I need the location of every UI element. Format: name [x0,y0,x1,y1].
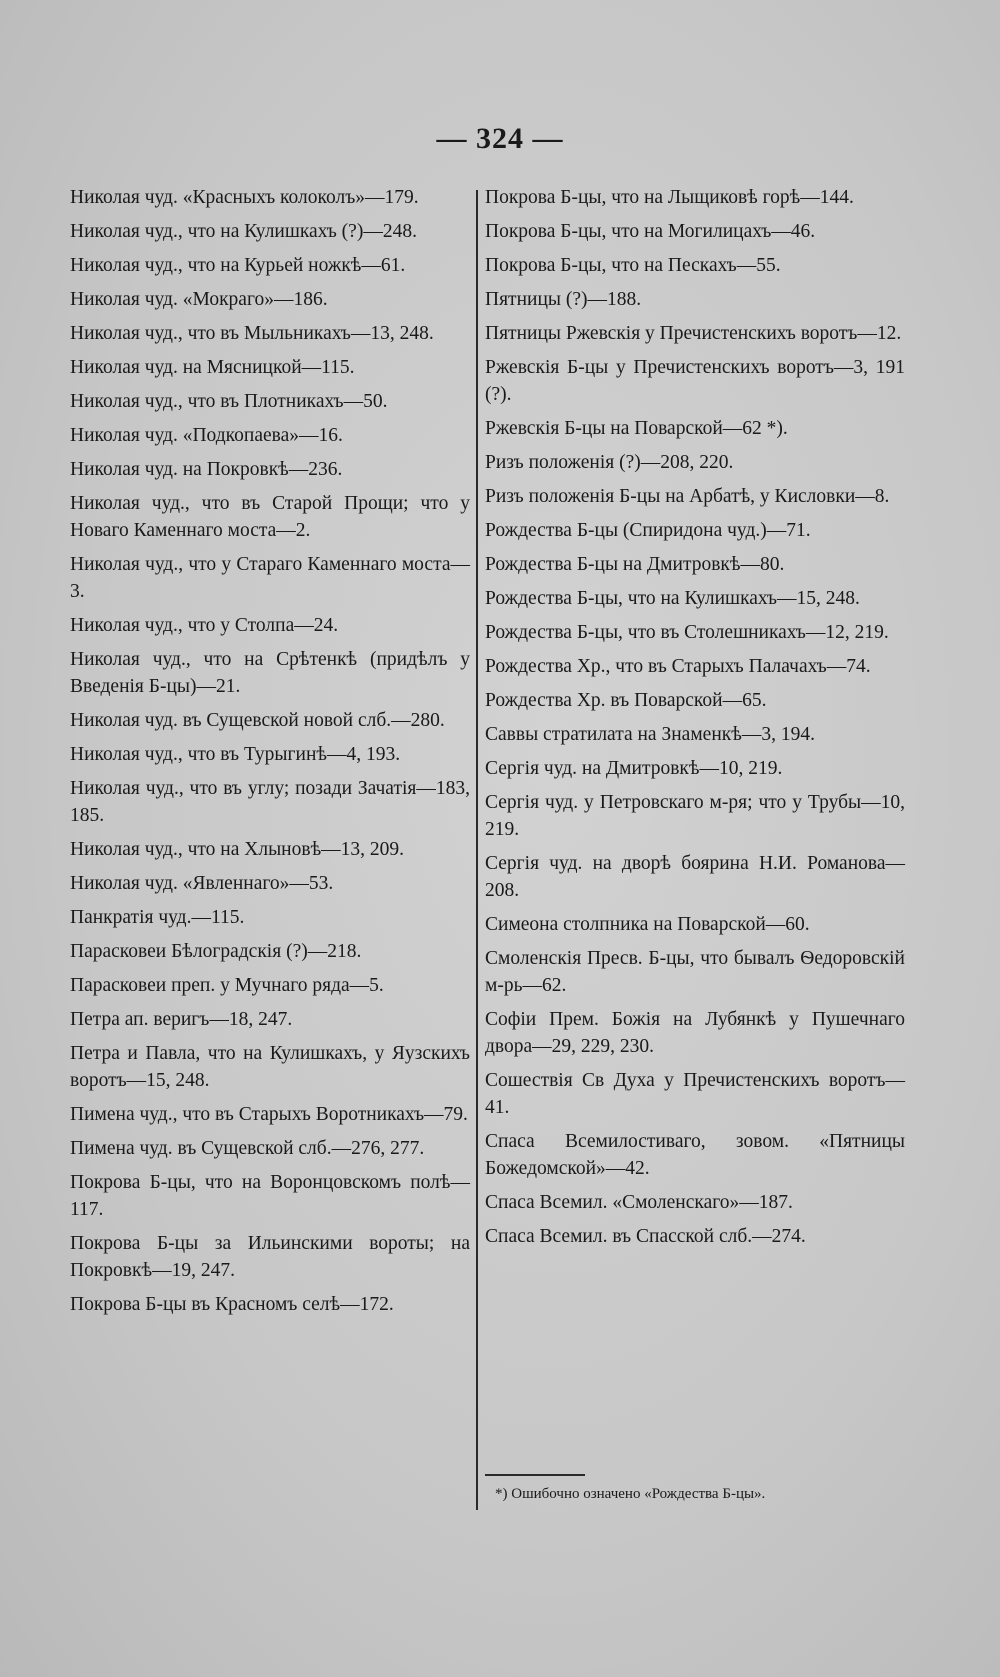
index-entry: Ржевскія Б-цы у Пречистенскихъ воротъ—3, 191 (?). [485,357,905,405]
index-entry: Сошествія Св Духа у Пречистенскихъ воротъ—41. [485,1070,905,1118]
index-entry: Покрова Б-цы, что на Могилицахъ—46. [485,221,816,242]
index-entry: Пятницы Ржевскія у Пречистенскихъ воротъ—12. [485,323,902,344]
index-entry: Николая чуд., что въ Плотникахъ—50. [70,391,388,412]
index-entry: Николая чуд. «Подкопаева»—16. [70,425,343,446]
index-entry: Николая чуд., что въ Турыгинѣ—4, 193. [70,744,401,765]
index-entry: Спаса Всемилостиваго, зовом. «Пятницы Божедомской»—42. [485,1131,905,1179]
index-entry: Софіи Прем. Божія на Лубянкѣ у Пушечнаго двора—29, 229, 230. [485,1009,905,1057]
index-entry: Ризъ положенія (?)—208, 220. [485,452,734,473]
index-entry: Рождества Б-цы, что въ Столешникахъ—12, 219. [485,622,889,643]
index-entry: Рождества Б-цы на Дмитровкѣ—80. [485,554,785,575]
index-entry: Спаса Всемил. въ Спасской слб.—274. [485,1226,806,1247]
index-entry: Николая чуд. «Явленнаго»—53. [70,873,334,894]
index-entry: Николая чуд., что на Хлыновѣ—13, 209. [70,839,405,860]
index-entry: Николая чуд. «Красныхъ колоколъ»—179. [70,187,419,208]
index-entry: Симеона столпника на Поварской—60. [485,914,810,935]
index-entry: Николая чуд., что на Срѣтенкѣ (придѣлъ у Введенія Б-цы)—21. [70,649,470,697]
index-entry: Николая чуд. на Мясницкой—115. [70,357,355,378]
footnote: *) Ошибочно означено «Рождества Б-цы». [495,1486,766,1502]
index-entry: Рождества Хр., что въ Старыхъ Палачахъ—74. [485,656,871,677]
index-entry: Николая чуд., что въ углу; позади Зачатія—183, 185. [70,778,470,826]
index-entry: Парасковеи преп. у Мучнаго ряда—5. [70,975,384,996]
index-entry: Покрова Б-цы, что на Лыщиковѣ горѣ—144. [485,187,854,208]
index-entry: Саввы стратилата на Знаменкѣ—3, 194. [485,724,815,745]
right-column [485,184,905,1257]
index-entry: Покрова Б-цы въ Красномъ селѣ—172. [70,1294,394,1315]
index-entry: Петра и Павла, что на Кулишкахъ, у Яузскихъ воротъ—15, 248. [70,1043,470,1091]
index-entry: Николая чуд., что на Курьей ножкѣ—61. [70,255,406,276]
index-entry: Николая чуд. въ Сущевской новой слб.—280. [70,710,445,731]
index-entry: Николая чуд., что на Кулишкахъ (?)—248. [70,221,417,242]
index-entry: Николая чуд., что въ Мыльникахъ—13, 248. [70,323,434,344]
index-entry: Парасковеи Бѣлоградскія (?)—218. [70,941,362,962]
index-entry: Николая чуд. на Покровкѣ—236. [70,459,343,480]
index-entry: Сергія чуд. у Петровскаго м-ря; что у Трубы—10, 219. [485,792,905,840]
index-entry: Николая чуд., что у Стараго Каменнаго моста—3. [70,554,470,602]
index-entry: Ризъ положенія Б-цы на Арбатѣ, у Кисловки—8. [485,486,890,507]
index-entry: Покрова Б-цы, что на Воронцовскомъ полѣ—117. [70,1172,470,1220]
index-entry: Спаса Всемил. «Смоленскаго»—187. [485,1192,793,1213]
index-entry: Пимена чуд. въ Сущевской слб.—276, 277. [70,1138,425,1159]
index-entry: Рождества Б-цы, что на Кулишкахъ—15, 248. [485,588,860,609]
index-entry: Сергія чуд. на дворѣ боярина Н.И. Романова—208. [485,853,905,901]
index-entry: Покрова Б-цы за Ильинскими вороты; на Покровкѣ—19, 247. [70,1233,470,1281]
index-entry: Николая чуд. «Мокраго»—186. [70,289,328,310]
index-entry: Петра ап. веригъ—18, 247. [70,1009,293,1030]
index-entry: Рождества Хр. въ Поварской—65. [485,690,767,711]
index-entry: Смоленскія Пресв. Б-цы, что бывалъ Ѳедоровскій м-рь—62. [485,948,905,996]
index-entry: Сергія чуд. на Дмитровкѣ—10, 219. [485,758,783,779]
index-entry: Николая чуд., что въ Старой Прощи; что у Новаго Каменнаго моста—2. [70,493,470,541]
index-entry: Ржевскія Б-цы на Поварской—62 *). [485,418,788,439]
left-column [70,184,470,1325]
index-entry: Панкратія чуд.—115. [70,907,245,928]
page-number: — 324 — [436,122,564,155]
index-entry: Покрова Б-цы, что на Пескахъ—55. [485,255,781,276]
column-divider [476,190,478,1510]
index-entry: Пимена чуд., что въ Старыхъ Воротникахъ—79. [70,1104,468,1125]
index-entry: Пятницы (?)—188. [485,289,642,310]
footnote-rule [485,1474,585,1476]
index-entry: Рождества Б-цы (Спиридона чуд.)—71. [485,520,811,541]
index-entry: Николая чуд., что у Столпа—24. [70,615,339,636]
